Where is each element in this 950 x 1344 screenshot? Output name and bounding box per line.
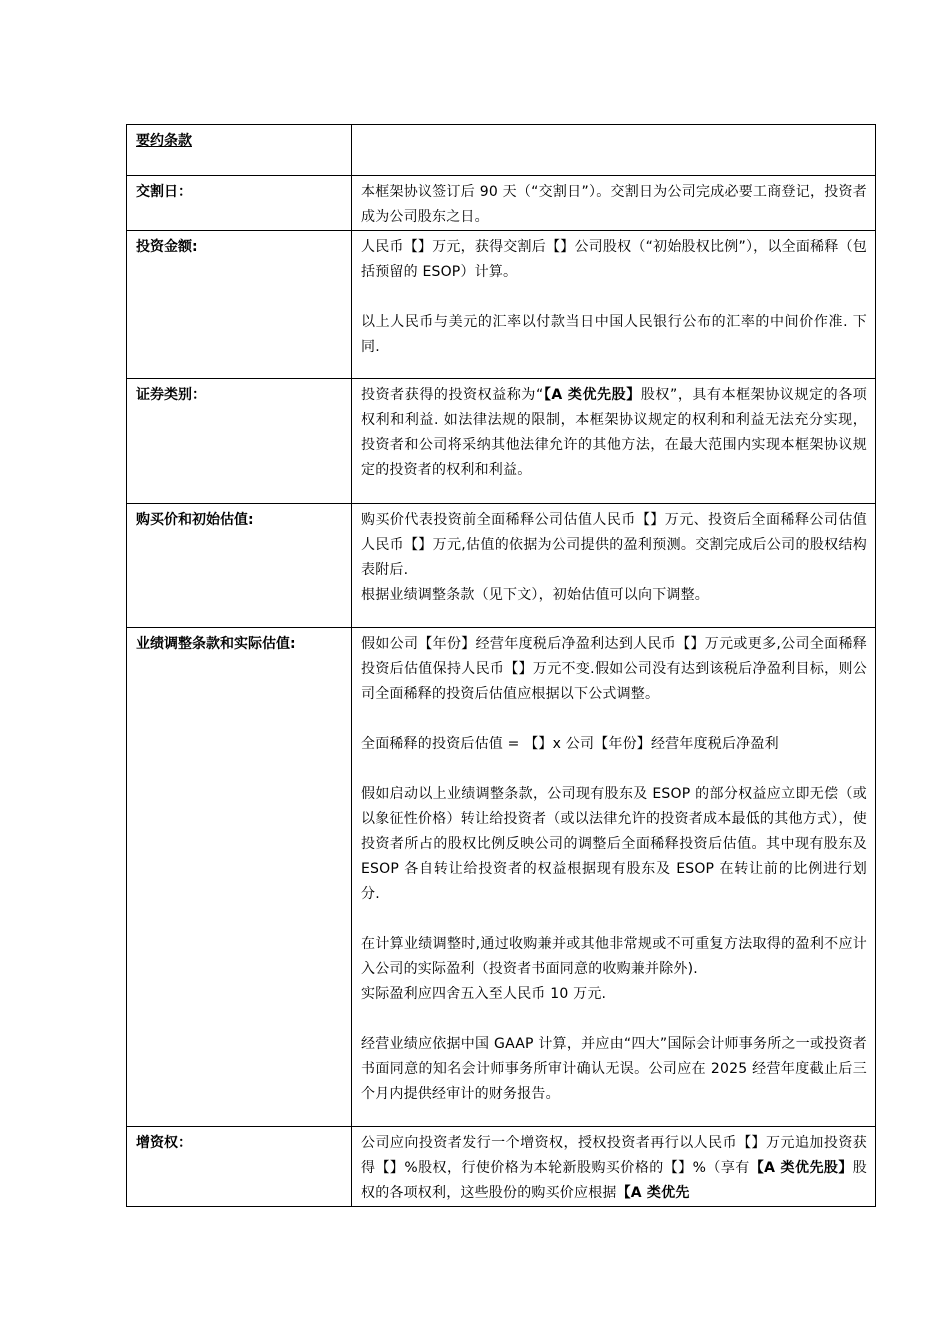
table-row	[127, 379, 876, 504]
row-label-investment: 投资金额:	[136, 239, 198, 255]
closing-text: 本框架协议签订后 90 天（“交割日”）。交割日为公司完成必要工商登记，投资者成为公司股东之日。	[361, 184, 867, 225]
preferred-share-term: 【A 类优先股】	[749, 1160, 853, 1176]
row-label-warrant: 增资权：	[136, 1135, 192, 1151]
row-label-securities: 证券类别：	[136, 387, 206, 403]
row-label-adjustment: 业绩调整条款和实际估值:	[136, 636, 296, 652]
adjustment-text-1: 假如公司【年份】经营年度税后净盈利达到人民币【】万元或更多,公司全面稀释投资后估值保持人民币【】万元不变.假如公司没有达到该税后净盈利目标，则公司全面稀释的投资后估值应根据以下公式调整。	[361, 636, 867, 702]
valuation-text-1: 购买价代表投资前全面稀释公司估值人民币【】万元、投资后全面稀释公司估值人民币【】万元,估值的依据为公司提供的盈利预测。交割完成后公司的股权结构表附后.	[361, 512, 867, 578]
preferred-share-term-cut: 【A 类优先	[616, 1185, 690, 1201]
valuation-text-2: 根据业绩调整条款（见下文），初始估值可以向下调整。	[361, 587, 709, 603]
table-row	[127, 628, 876, 1127]
adjustment-text-6: 经营业绩应依据中国 GAAP 计算，并应由“四大”国际会计师事务所之一或投资者书面同意的知名会计师事务所审计确认无误。公司应在 2025 经营年度截止后三个月内提供经审计的财务报告。	[361, 1036, 867, 1102]
table-row	[127, 1127, 876, 1207]
term-sheet-heading: 要约条款	[136, 133, 192, 149]
securities-text: 投资者获得的投资权益称为“【A 类优先股】股权”，具有本框架协议规定的各项权利和利益. 如法律法规的限制，本框架协议规定的权利和利益无法充分实现，投资者和公司将采纳其他法律允许的其他方法，在最大范围内实现本框架协议规定的投资者的权利和利益。	[361, 387, 868, 478]
table-row	[127, 231, 876, 379]
warrant-text: 公司应向投资者发行一个增资权，授权投资者再行以人民币【】万元追加投资获得【】%股权，行使价格为本轮新股购买价格的【】%（享有【A 类优先股】股权的各项权利，这些股份的购买价应根据【A 类优先	[361, 1135, 867, 1201]
adjustment-text-3: 假如启动以上业绩调整条款，公司现有股东及 ESOP 的部分权益应立即无偿（或以象征性价格）转让给投资者（或以法律允许的投资者成本最低的其他方式），使投资者所占的股权比例反映公司的调整后全面稀释投资后估值。其中现有股东及 ESOP 各自转让给投资者的权益根据现有股东及 ESOP 在转让前的比例进行划分.	[361, 786, 867, 902]
table-row	[127, 125, 876, 176]
row-label-valuation: 购买价和初始估值:	[136, 512, 254, 528]
table-row	[127, 504, 876, 628]
adjustment-text-5: 实际盈利应四舍五入至人民币 10 万元.	[361, 986, 607, 1002]
adjustment-formula: 全面稀释的投资后估值 = 【】x 公司【年份】经营年度税后净盈利	[361, 736, 779, 752]
term-sheet-table	[126, 124, 876, 1207]
investment-text-2: 以上人民币与美元的汇率以付款当日中国人民银行公布的汇率的中间价作准. 下同.	[361, 314, 867, 355]
row-label-closing: 交割日：	[136, 184, 192, 200]
preferred-share-term: 【A 类优先股】	[543, 387, 641, 403]
investment-text-1: 人民币【】万元，获得交割后【】公司股权（“初始股权比例”），以全面稀释（包括预留的 ESOP）计算。	[361, 239, 867, 280]
adjustment-text-4: 在计算业绩调整时,通过收购兼并或其他非常规或不可重复方法取得的盈利不应计入公司的实际盈利（投资者书面同意的收购兼并除外).	[361, 936, 867, 977]
table-row	[127, 176, 876, 231]
